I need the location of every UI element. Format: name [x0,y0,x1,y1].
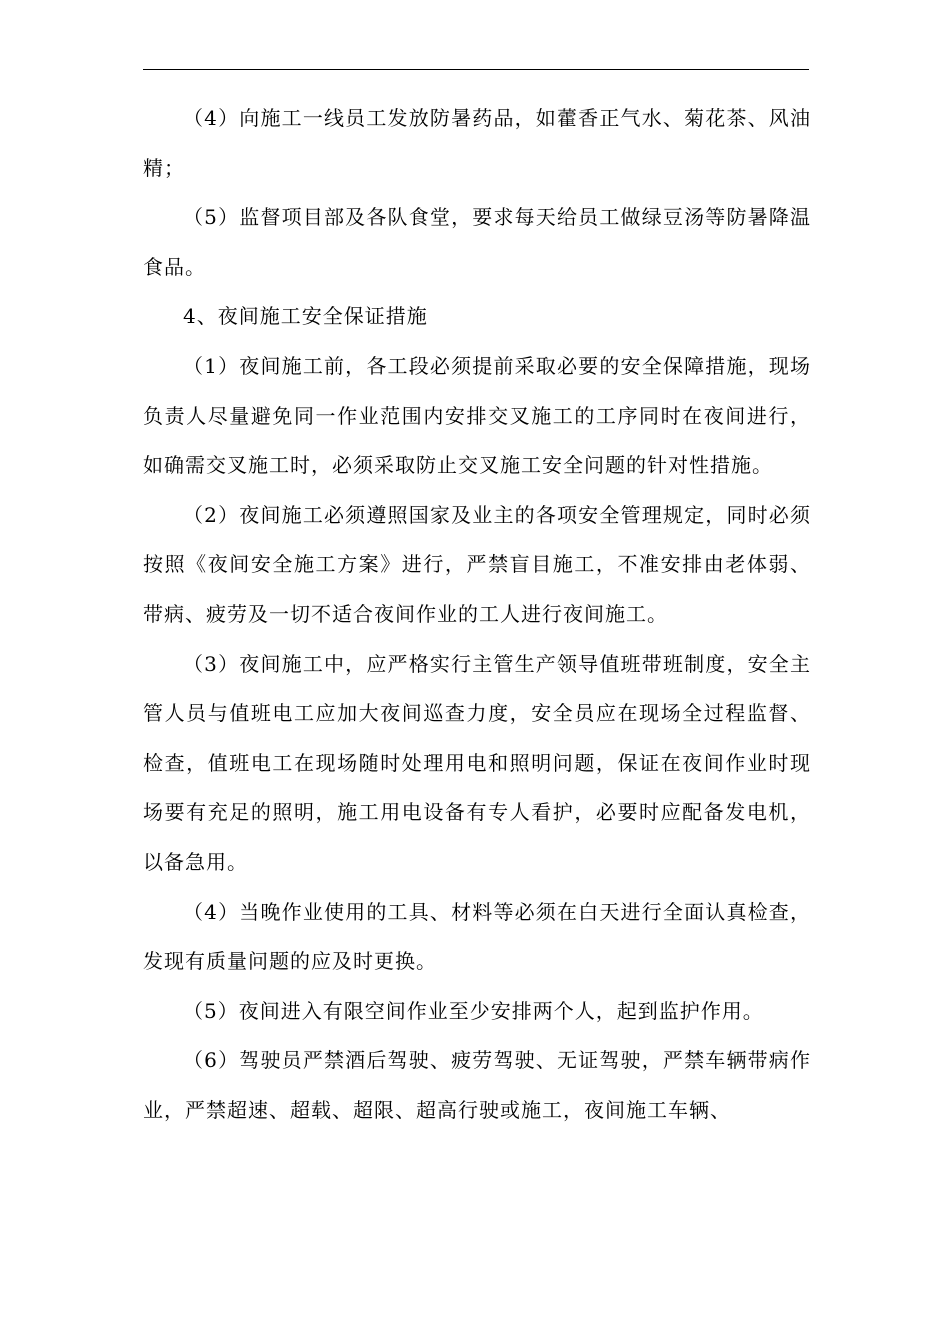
paragraph-confined-space: （5）夜间进入有限空间作业至少安排两个人，起到监护作用。 [183,998,764,1023]
document-body [143,94,811,1135]
paragraph-heatstroke-medicine: （4）向施工一线员工发放防暑药品，如藿香正气水、菊花茶、风油精； [143,106,811,180]
paragraph-night-regulations: （2）夜间施工必须遵照国家及业主的各项安全管理规定，同时必须按照《夜间安全施工方案》进行，严禁盲目施工，不准安排由老体弱、带病、疲劳及一切不适合夜间作业的工人进行夜间施工。 [143,502,811,626]
section-heading-night-safety: 4、夜间施工安全保证措施 [183,304,428,329]
header-rule [143,69,809,70]
paragraph-night-supervision: （3）夜间施工中，应严格实行主管生产领导值班带班制度，安全主管人员与值班电工应加大夜间巡查力度，安全员应在现场全过程监督、检查，值班电工在现场随时处理用电和照明问题，保证在夜间作业时现场要有充足的照明，施工用电设备有专人看护，必要时应配备发电机，以备急用。 [143,651,811,874]
paragraph-driver-rules: （6）驾驶员严禁酒后驾驶、疲劳驾驶、无证驾驶，严禁车辆带病作业，严禁超速、超载、超限、超高行驶或施工，夜间施工车辆、 [143,1048,811,1122]
paragraph-canteen-supervision: （5）监督项目部及各队食堂，要求每天给员工做绿豆汤等防暑降温食品。 [143,205,811,279]
paragraph-tool-inspection: （4）当晚作业使用的工具、材料等必须在白天进行全面认真检查，发现有质量问题的应及时更换。 [143,899,811,974]
paragraph-night-preparation: （1）夜间施工前，各工段必须提前采取必要的安全保障措施，现场负责人尽量避免同一作业范围内安排交叉施工的工序同时在夜间进行，如确需交叉施工时，必须采取防止交叉施工安全问题的针对性措施。 [143,353,811,478]
